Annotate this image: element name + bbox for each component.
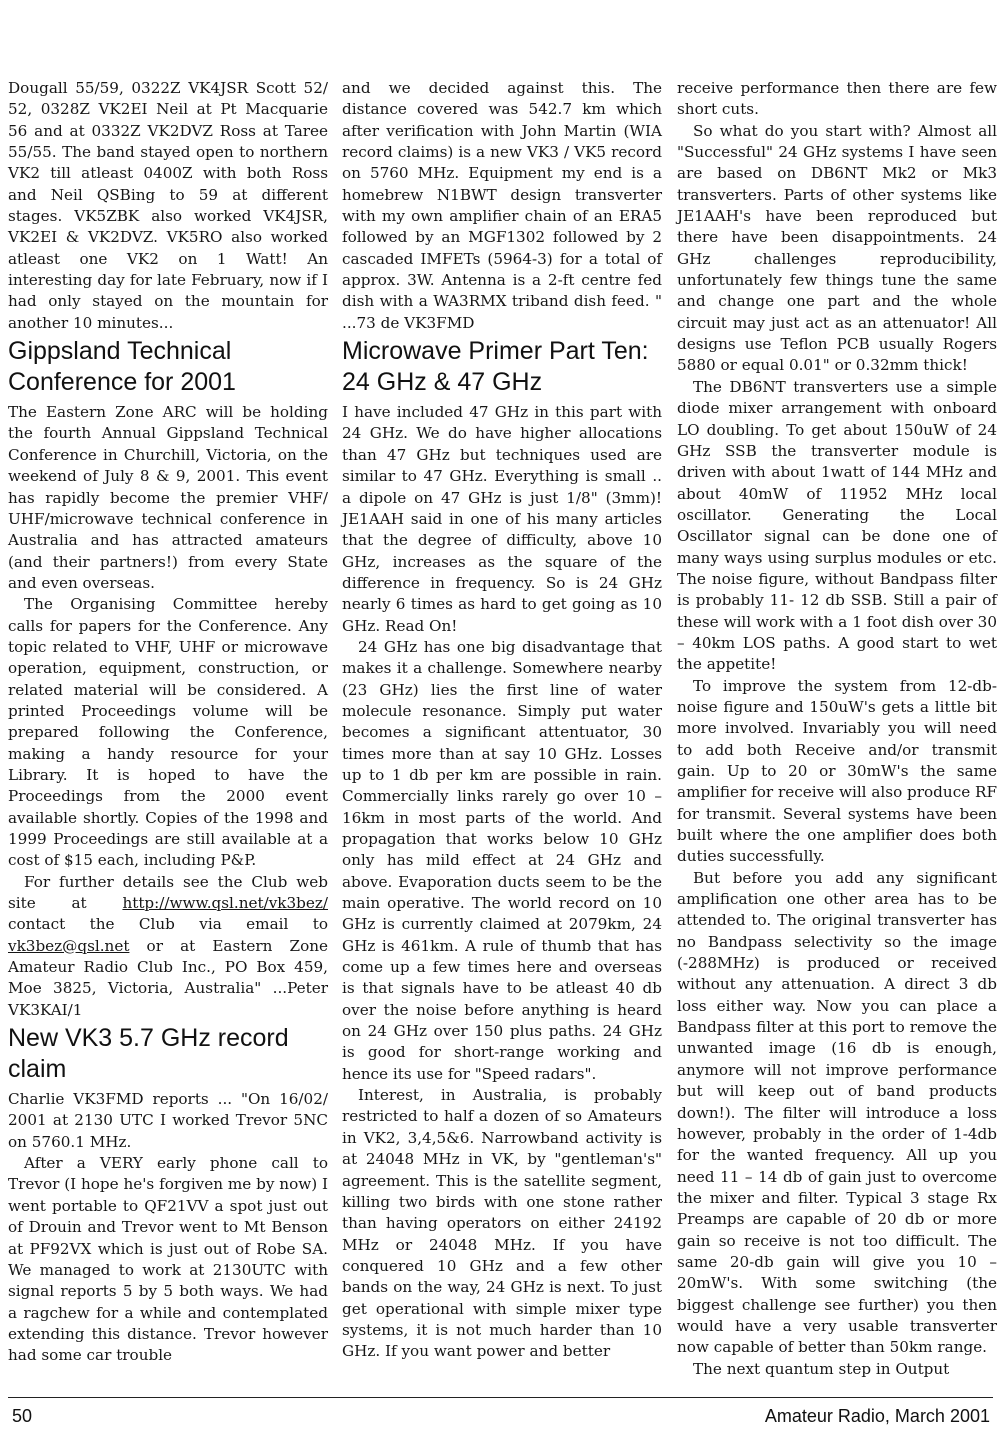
heading-vk3-record-claim: New VK3 5.7 GHz record claim bbox=[8, 1024, 289, 1084]
paragraph: 24 GHz has one big disadvantage that makes it a challenge. Somewhere nearby (23 GHz) lies the first line of water molecule resonance. Simply put water becomes a significant attentuator, 30 times more than at say 10 GHz. Losses up to 1 db per km are possible in rain. Commercially links rarely go over 10 – 16km in most parts of the world. And propagation that works below 10 GHz only has mild effect at 24 GHz and above. Evaporation ducts seem to be the main operative. The world record on 10 GHz is currently claimed at 2079km, 24 GHz is 461km. A rule of thumb that has come up a few times here and overseas is that signals have to be atleast 40 db over the noise before anything is heard on 24 GHz over 150 plus paths. 24 GHz is good for short-range working and hence its use for "Speed radars". bbox=[342, 637, 662, 1083]
paragraph: The next quantum step in Output bbox=[693, 1359, 950, 1378]
paragraph: After a VERY early phone call to Trevor (I hope he's forgiven me by now) I went portable to QF21VV a spot just out of Drouin and Trevor went to Mt Benson at PF92VX which is just out of Robe SA. We managed to work at 2130UTC with signal reports 5 by 5 both ways. We had a ragchew for a while and contemplated extending this distance. Trevor however had some car trouble bbox=[8, 1154, 328, 1365]
issue-title: Amateur Radio, March 2001 bbox=[764, 1406, 990, 1426]
footer-rule bbox=[8, 1397, 993, 1398]
club-web-link[interactable]: http://www.qsl.net/vk3bez/ bbox=[122, 894, 328, 913]
paragraph: I have included 47 GHz in this part with 24 GHz. We do have higher allocations than 47 GHz but techniques used are similar to 47 GHz. Everything is small .. a dipole on 47 GHz is just 1/8" (3mm)! JE1AAH said in one of his many articles that the degree of difficulty, above 10 GHz, increases as the square of the difference in frequency. So is 24 GHz nearly 6 times as hard to get going as 10 GHz. Read On! bbox=[342, 403, 662, 635]
paragraph: Interest, in Australia, is probably restricted to half a dozen of so Amateurs in VK2, 3,4,5&6. Narrowband activity is at 24048 MHz in VK, by "gentleman's" agreement. This is the satellite segment, killing two birds with one stone rather than having operators on either 24192 MHz or 24048 MHz. If you have conquered 10 GHz and a few other bands on the way, 24 GHz is next. To just get operational with simple mixer type systems, it is not much harder than 10 GHz. If you want power and better bbox=[342, 1086, 662, 1361]
contact-text: contact the Club via email to bbox=[8, 915, 328, 934]
paragraph: The DB6NT transverters use a simple diode mixer arrangement with onboard LO doubling. To get about 150uW of 24 GHz SSB the transverter module is driven with about 1watt of 144 MHz and about 40mW of 11952 MHz local oscillator. Generating the Local Oscillator signal can be done one of many ways using surplus modules or etc. The noise figure, without Bandpass filter is probably 11- 12 db SSB. Still a pair of these will work with a 1 foot dish over 30 – 40km LOS paths. A good start to wet the appetite! bbox=[677, 377, 997, 674]
paragraph: So what do you start with? Almost all "Successful" 24 GHz systems I have seen are based on DB6NT Mk2 or Mk3 transverters. Parts of other systems like JE1AAH's have been reproduced but there have been disappointments. 24 GHz challenges reproducibility, unfortunately few things tune the same and change one part and the whole circuit may just act as an attenuator! All designs use Teflon PCB usually Rogers 5880 or equal 0.01" or 0.32mm thick! bbox=[677, 121, 997, 375]
paragraph: Charlie VK3FMD reports ... "On 16/02/ 2001 at 2130 UTC I worked Trevor 5NC on 5760.1 MHz. bbox=[8, 1090, 328, 1151]
contact-text: or at Eastern Zone Amateur Radio Club Inc., PO Box 459, Moe 3825, Victoria, Australia" ...Peter VK3KAI/1 bbox=[8, 936, 329, 1019]
paragraph: The Eastern Zone ARC will be holding the fourth Annual Gippsland Technical Conference in Churchill, Victoria, on the weekend of July 8 & 9, 2001. This event has rapidly become the premier VHF/ UHF/microwave technical conference in Australia and has attracted amateurs (and their partners!) from every State and even overseas. bbox=[8, 403, 328, 592]
paragraph: The Organising Committee hereby calls for papers for the Conference. Any topic related to VHF, UHF or microwave operation, equipment, construction, or related material will be considered. A printed Proceedings volume will be prepared following the Conference, making a handy resource for your Library. It is hoped to have the Proceedings from the 2000 event available shortly. Copies of the 1998 and 1999 Proceedings are still available at a cost of $15 each, including P&P. bbox=[8, 595, 328, 870]
contact-text: For further details see the Club web site at bbox=[8, 872, 328, 913]
paragraph-contact bbox=[8, 872, 328, 1021]
heading-gippsland-conference: Gippsland Technical Conference for 2001 bbox=[8, 337, 236, 397]
paragraph: But before you add any significant amplification one other area has to be attended to. The original transverter has no Bandpass selectivity so the image (-288MHz) is produced or received without any attenuation. A direct 3 db loss either way. Now you can place a Bandpass filter at this port to remove the unwanted image (16 db is enough, anymore will not improve performance but will keep out of band products down!). The filter will introduce a loss however, probably in the order of 1-4db for the wanted frequency. All up you need 11 – 14 db of gain just to overcome the mixer and filter. Typical 3 stage Rx Preamps are capable of 20 db or more gain so receive is not too difficult. The same 20-db gain will give you 10 – 20mW's. With some switching (the biggest challenge see further) you then would have a very usable transverter now capable of better than 50km range. bbox=[677, 868, 997, 1357]
column-3 bbox=[677, 78, 997, 1380]
club-email-link[interactable]: vk3bez@qsl.net bbox=[8, 936, 130, 955]
column-1 bbox=[8, 78, 328, 1367]
column-2 bbox=[342, 78, 662, 1363]
paragraph: receive performance then there are few short cuts. bbox=[677, 79, 997, 119]
heading-microwave-primer: Microwave Primer Part Ten: 24 GHz & 47 GHz bbox=[342, 337, 649, 397]
paragraph: and we decided against this. The distance covered was 542.7 km which after verification with John Martin (WIA record claims) is a new VK3 / VK5 record on 5760 MHz. Equipment my end is a homebrew N1BWT design transverter with my own amplifier chain of an ERA5 followed by an MGF1302 followed by 2 cascaded IMFETs (5964-3) for a total of approx. 3W. Antenna is a 2-ft centre fed dish with a WA3RMX triband dish feed. " ...73 de VK3FMD bbox=[342, 79, 662, 332]
page-number: 50 bbox=[12, 1406, 33, 1426]
paragraph: Dougall 55/59, 0322Z VK4JSR Scott 52/ 52, 0328Z VK2EI Neil at Pt Macquarie 56 and at 0332Z VK2DVZ Ross at Taree 55/55. The band stayed open to northern VK2 till atleast 0400Z with both Ross and Neil QSBing to 59 at different stages. VK5ZBK also worked VK4JSR, VK2EI & VK2DVZ. VK5RO also worked atleast one VK2 on 1 Watt! An interesting day for late February, now if I had only stayed on the mountain for another 10 minutes... bbox=[8, 79, 328, 332]
paragraph: To improve the system from 12-db-noise figure and 150uW's gets a little bit more involved. Invariably you will need to add both Receive and/or transmit gain. Up to 20 or 30mW's the same amplifier for receive will also produce RF for transmit. Several systems have been built where the one amplifier does both duties successfully. bbox=[677, 676, 997, 866]
